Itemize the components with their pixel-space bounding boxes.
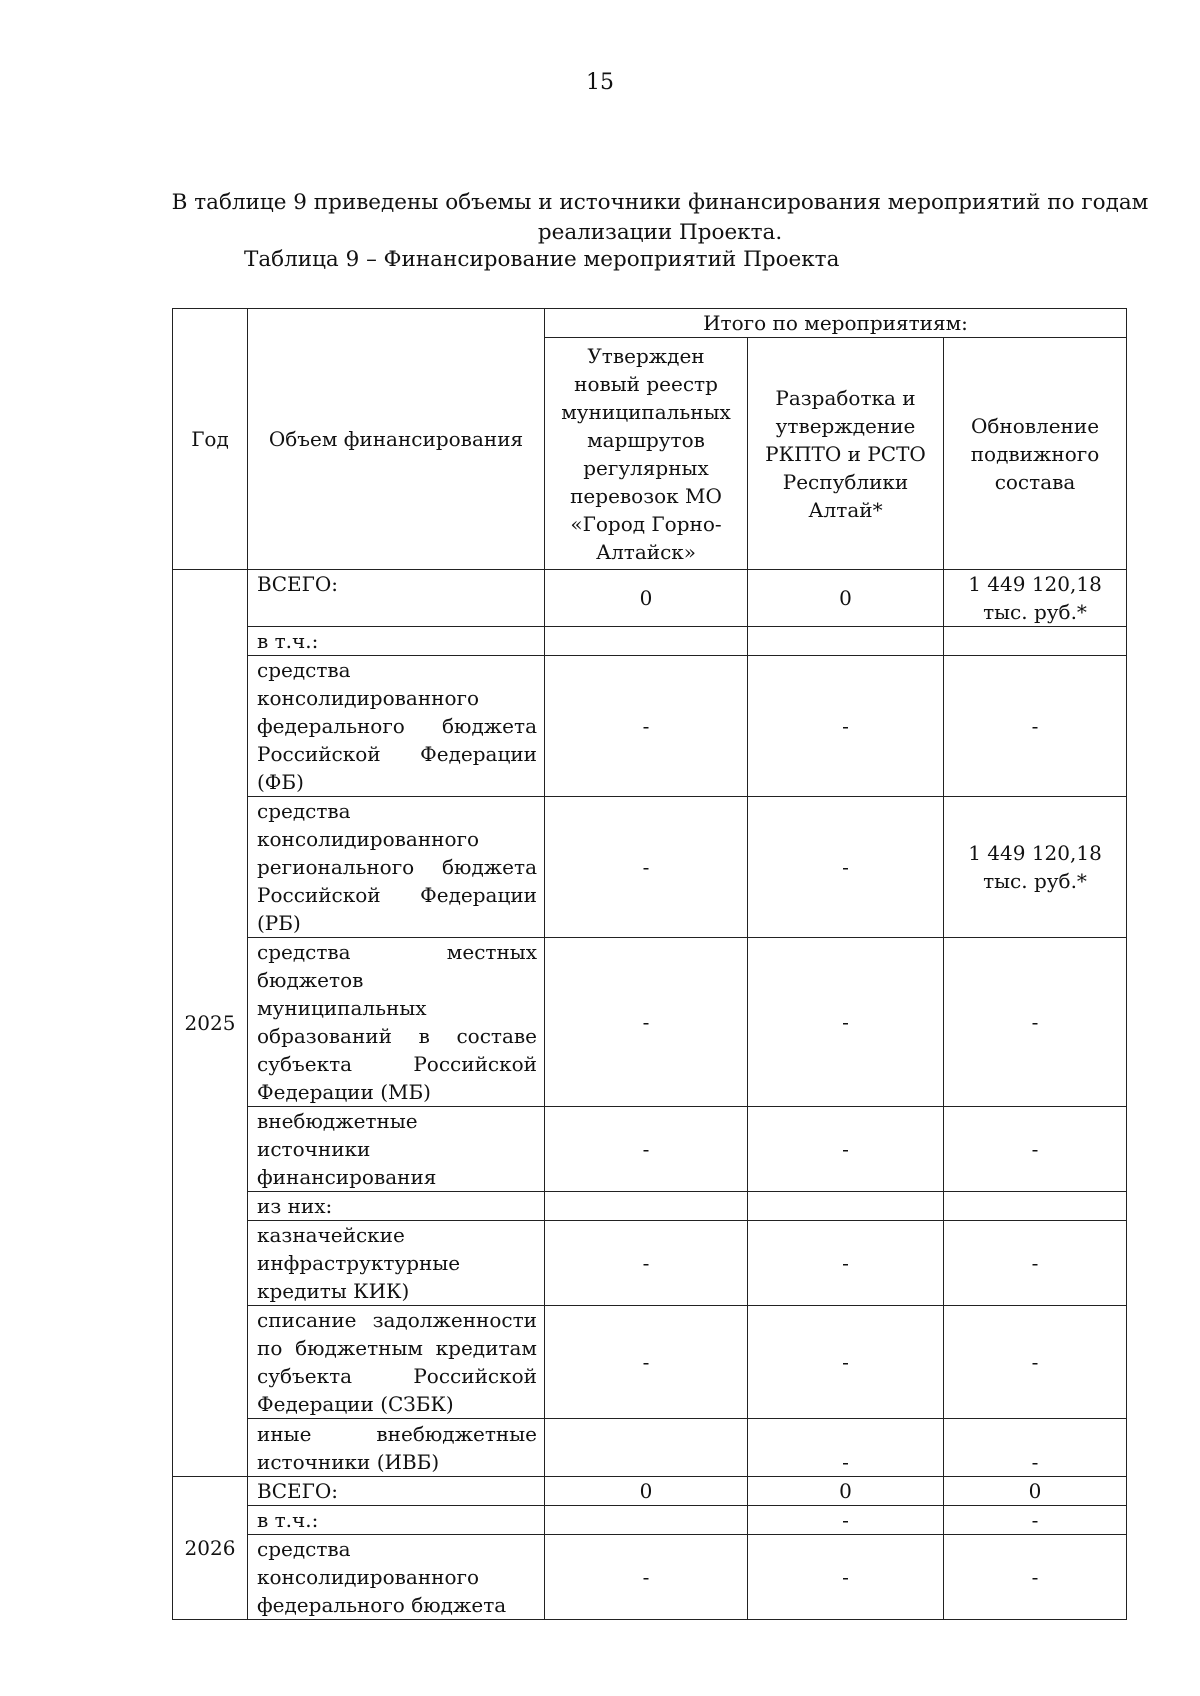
value-cell: - (748, 1107, 944, 1192)
table-row (173, 570, 1127, 627)
row-label: списание задолженности по бюджетным кредитам субъекта Российской Федерации (СЗБК) (248, 1306, 545, 1419)
value-cell: - (545, 1107, 748, 1192)
value-cell: - (545, 1306, 748, 1419)
value-cell: - (545, 938, 748, 1107)
table-row (173, 1107, 1127, 1192)
value-cell: 0 (748, 1477, 944, 1506)
row-label: из них: (248, 1192, 545, 1221)
header-year: Год (173, 309, 248, 570)
value-cell: - (545, 1535, 748, 1620)
table-row (173, 938, 1127, 1107)
value-cell: 0 (944, 1477, 1127, 1506)
value-cell: - (944, 938, 1127, 1107)
value-cell: 0 (748, 570, 944, 627)
value-cell: 0 (545, 570, 748, 627)
value-cell (545, 1506, 748, 1535)
value-cell: - (944, 1107, 1127, 1192)
value-cell: - (545, 797, 748, 938)
header-col-rolling-stock: Обновление подвижного состава (944, 338, 1127, 570)
row-label: в т.ч.: (248, 1506, 545, 1535)
value-cell: - (748, 1306, 944, 1419)
value-cell (748, 627, 944, 656)
page-number: 15 (586, 70, 614, 95)
row-label: ВСЕГО: (248, 570, 545, 627)
table-row (173, 656, 1127, 797)
value-cell: - (545, 656, 748, 797)
row-label: внебюджетные источники финансирования (248, 1107, 545, 1192)
year-cell-2026: 2026 (173, 1477, 248, 1620)
row-label: средства консолидированного федерального бюджета Российской Федерации (ФБ) (248, 656, 545, 797)
table-row (173, 1506, 1127, 1535)
row-label: в т.ч.: (248, 627, 545, 656)
value-cell (545, 627, 748, 656)
table-row (173, 1535, 1127, 1620)
financing-table (172, 308, 1127, 1620)
value-cell: - (748, 1506, 944, 1535)
table-row (173, 1192, 1127, 1221)
value-cell: - (748, 1535, 944, 1620)
header-col-registry: Утвержден новый реестр муниципальных маршрутов регулярных перевозок МО «Город Горно-Алтайск» (545, 338, 748, 570)
table-row (173, 627, 1127, 656)
value-cell: - (944, 1221, 1127, 1306)
table-row (173, 797, 1127, 938)
year-cell-2025: 2025 (173, 570, 248, 1477)
row-label: средства консолидированного регионального бюджета Российской Федерации (РБ) (248, 797, 545, 938)
value-cell: - (748, 1221, 944, 1306)
row-label: ВСЕГО: (248, 1477, 545, 1506)
value-cell (944, 1192, 1127, 1221)
value-cell: 1 449 120,18 тыс. руб.* (944, 797, 1127, 938)
row-label: иные внебюджетные источники (ИВБ) (248, 1419, 545, 1477)
value-cell: - (944, 1506, 1127, 1535)
header-volume: Объем финансирования (248, 309, 545, 570)
value-cell: - (944, 1419, 1127, 1477)
value-cell (748, 1192, 944, 1221)
value-cell (545, 1192, 748, 1221)
value-cell: - (944, 1535, 1127, 1620)
table-row (173, 1477, 1127, 1506)
table-row (173, 1221, 1127, 1306)
header-group: Итого по мероприятиям: (545, 309, 1127, 338)
value-cell: - (944, 656, 1127, 797)
table-row (173, 1419, 1127, 1477)
table-row (173, 1306, 1127, 1419)
value-cell (545, 1419, 748, 1477)
table-caption: Таблица 9 – Финансирование мероприятий Проекта (244, 247, 840, 272)
row-label: казначейские инфраструктурные кредиты КИК) (248, 1221, 545, 1306)
value-cell (944, 627, 1127, 656)
header-col-rkpto: Разработка и утверждение РКПТО и РСТО Республики Алтай* (748, 338, 944, 570)
intro-paragraph: В таблице 9 приведены объемы и источники финансирования мероприятий по годам реализации Проекта. (171, 190, 1149, 245)
value-cell: 1 449 120,18 тыс. руб.* (944, 570, 1127, 627)
value-cell: - (748, 797, 944, 938)
value-cell: - (944, 1306, 1127, 1419)
value-cell: - (748, 938, 944, 1107)
row-label: средства консолидированного федерального бюджета (248, 1535, 545, 1620)
value-cell: 0 (545, 1477, 748, 1506)
value-cell: - (748, 1419, 944, 1477)
value-cell: - (748, 656, 944, 797)
value-cell: - (545, 1221, 748, 1306)
row-label: средства местных бюджетов муниципальных образований в составе субъекта Российской Федерации (МБ) (248, 938, 545, 1107)
